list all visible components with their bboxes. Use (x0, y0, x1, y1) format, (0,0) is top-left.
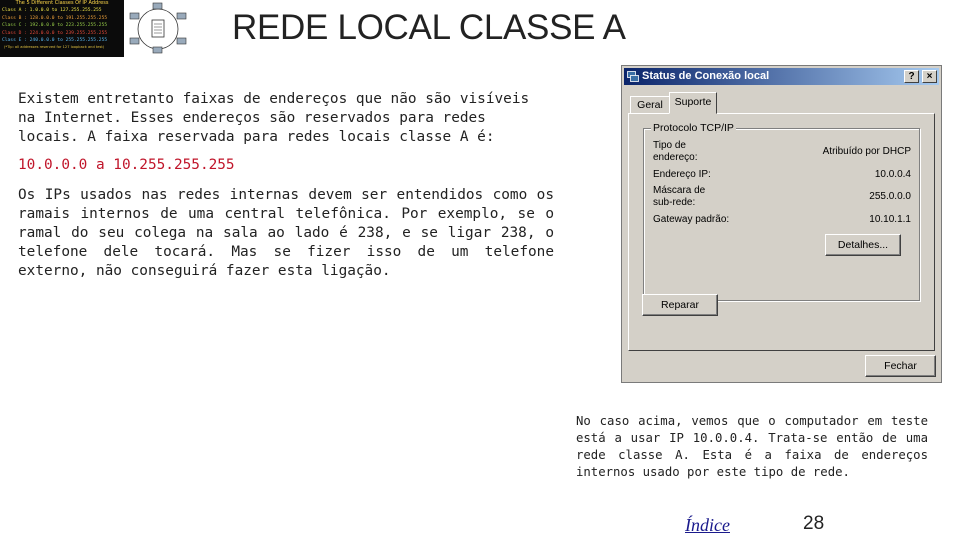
page-number: 28 (803, 513, 825, 534)
repair-button[interactable]: Reparar (642, 294, 718, 316)
ip-classes-thumbnail (0, 0, 124, 57)
intro-paragraph: Existem entretanto faixas de endereços que não são visíveis na Internet. Esses endereços são reservados para redes locais. A faixa reservada para redes locais classe A é: (18, 91, 530, 145)
support-tab-panel (628, 113, 935, 351)
ip-address-value: 10.0.0.4 (874, 169, 911, 180)
close-button[interactable]: Fechar (865, 355, 936, 377)
class-e-row: Class E : 240.0.0.0 to 255.255.255.255 (2, 38, 108, 44)
slide-title: REDE LOCAL CLASSE A (232, 8, 626, 47)
address-type-label: Tipo de endereço: (653, 140, 698, 163)
thumbnail-note: (*Tip: all addresses reserved for 127 loopback and test) (4, 44, 105, 49)
connection-status-dialog (621, 65, 942, 383)
class-c-row: Class C : 192.0.0.0 to 223.255.255.255 (2, 23, 108, 29)
index-link[interactable]: Índice (685, 515, 730, 535)
subnet-mask-label: Máscara de sub-rede: (653, 185, 706, 208)
thumbnail-title: The 5 Different Classes Of IP Address (15, 0, 109, 6)
network-diagram-thumbnail (125, 0, 191, 57)
details-button[interactable]: Detalhes... (825, 234, 901, 256)
group-label: Protocolo TCP/IP (653, 122, 734, 134)
class-b-row: Class B : 128.0.0.0 to 191.255.255.255 (2, 15, 108, 21)
class-d-row: Class D : 224.0.0.0 to 239.255.255.255 (2, 30, 108, 36)
close-icon[interactable]: × (922, 70, 937, 83)
help-button[interactable]: ? (904, 70, 919, 83)
dialog-caption: No caso acima, vemos que o computador em teste está a usar IP 10.0.0.4. Trata-se então de uma rede classe A. Esta é a faixa de endereços internos usado por este tipo de rede. (576, 414, 928, 479)
tab-geral[interactable]: Geral (630, 96, 670, 114)
dialog-title: Status de Conexão local (642, 70, 770, 82)
default-gateway-label: Gateway padrão: (653, 214, 730, 225)
address-type-value: Atribuído por DHCP (822, 146, 911, 157)
ip-address-label: Endereço IP: (653, 169, 711, 180)
dialog-titlebar[interactable] (624, 68, 939, 85)
class-a-private-range: 10.0.0.0 a 10.255.255.255 (18, 157, 235, 173)
class-a-row: Class A : 1.0.0.0 to 127.255.255.255 (2, 8, 102, 13)
network-connection-icon (627, 71, 639, 82)
tab-suporte[interactable]: Suporte (669, 92, 717, 114)
default-gateway-value: 10.10.1.1 (869, 214, 911, 225)
analogy-paragraph: Os IPs usados nas redes internas devem ser entendidos como os ramais internos de uma central telefônica. Por exemplo, se o ramal do seu colega na sala ao lado é 238, e se ligar 238, o telefone dele tocará. Mas se fizer isso de um telefone externo, não conseguirá fazer esta ligação. (18, 187, 554, 279)
subnet-mask-value: 255.0.0.0 (869, 191, 911, 202)
tcpip-groupbox (643, 122, 920, 301)
network-diagram-icon (125, 0, 191, 57)
